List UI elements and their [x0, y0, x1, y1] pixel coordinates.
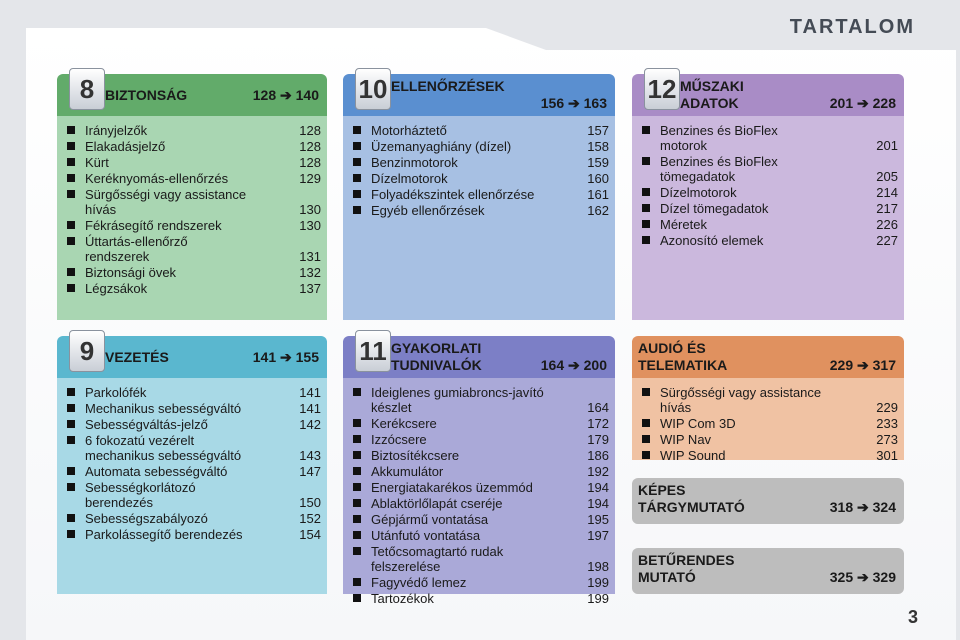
section-body — [343, 378, 615, 606]
section-header[interactable] — [343, 74, 615, 116]
page-number: 3 — [907, 607, 918, 627]
item-list — [632, 116, 904, 248]
page-range: 201 ➔ 228 — [829, 95, 896, 111]
toc-entry-page: 198 — [587, 559, 609, 574]
section-title-line-2: TUDNIVALÓK — [391, 357, 482, 373]
toc-entry-page: 233 — [876, 416, 898, 431]
section-header[interactable] — [632, 478, 904, 524]
toc-entry[interactable] — [642, 153, 898, 169]
chapter-number-badge: 10 — [355, 68, 391, 110]
toc-entry-page: 141 — [299, 385, 321, 400]
toc-entry[interactable] — [642, 138, 898, 153]
toc-entry[interactable] — [67, 495, 321, 510]
toc-entry-page: 192 — [587, 464, 609, 479]
bullet-square-icon — [67, 142, 75, 150]
toc-entry[interactable] — [353, 138, 609, 154]
toc-entry-page: 160 — [587, 171, 609, 186]
bullet-square-icon — [67, 237, 75, 245]
toc-entry-label: Fékrásegítő rendszerek — [85, 218, 222, 233]
toc-entry-page: 205 — [876, 169, 898, 184]
bullet-square-icon — [67, 268, 75, 276]
chapter-number-badge: 8 — [69, 68, 105, 110]
section-biztonsag — [57, 74, 327, 320]
toc-entry[interactable] — [67, 384, 321, 400]
section-title-line-1: AUDIÓ ÉS — [638, 340, 706, 356]
toc-entry-page: 131 — [299, 249, 321, 264]
toc-entry-page: 164 — [587, 400, 609, 415]
toc-entry-label: motorok — [660, 138, 707, 153]
toc-entry[interactable] — [642, 216, 898, 232]
toc-entry[interactable] — [353, 495, 609, 511]
toc-entry-page: 142 — [299, 417, 321, 432]
bullet-square-icon — [353, 174, 361, 182]
bullet-square-icon — [353, 190, 361, 198]
toc-entry-label: Kerékcsere — [371, 416, 437, 431]
section-title-line-1: GYAKORLATI — [391, 340, 482, 356]
toc-entry-page: 161 — [587, 187, 609, 202]
toc-entry[interactable] — [642, 447, 898, 463]
toc-entry[interactable] — [67, 170, 321, 186]
toc-entry[interactable] — [353, 543, 609, 559]
toc-entry[interactable] — [353, 511, 609, 527]
toc-entry-page: 227 — [876, 233, 898, 248]
section-title-line-2: ADATOK — [680, 95, 739, 111]
toc-entry-page: 214 — [876, 185, 898, 200]
chapter-number-badge: 12 — [644, 68, 680, 110]
toc-entry-page: 201 — [876, 138, 898, 153]
toc-entry-label: Biztosítékcsere — [371, 448, 460, 463]
bullet-square-icon — [353, 206, 361, 214]
toc-entry[interactable] — [642, 431, 898, 447]
bullet-square-icon — [642, 236, 650, 244]
toc-entry-page: 301 — [876, 448, 898, 463]
toc-entry-label: Üzemanyaghiány (dízel) — [371, 139, 512, 154]
toc-entry-label: felszerelése — [371, 559, 441, 574]
toc-entry-label: Gépjármű vontatása — [371, 512, 489, 527]
section-header[interactable] — [343, 336, 615, 378]
toc-entry-page: 137 — [299, 281, 321, 296]
section-audio-telematika — [632, 336, 904, 463]
toc-entry-label: Keréknyomás-ellenőrzés — [85, 171, 229, 186]
toc-entry[interactable] — [67, 463, 321, 479]
bullet-square-icon — [642, 419, 650, 427]
toc-entry-label: Sebességváltás-jelző — [85, 417, 208, 432]
section-body — [57, 116, 327, 320]
toc-entry-page: 128 — [299, 139, 321, 154]
toc-entry[interactable] — [353, 463, 609, 479]
item-list — [343, 378, 615, 606]
toc-entry-label: tömegadatok — [660, 169, 736, 184]
section-title-line-2: TÁRGYMUTATÓ — [638, 499, 745, 515]
toc-entry-label: Parkolófék — [85, 385, 147, 400]
toc-entry[interactable] — [67, 186, 321, 202]
toc-entry[interactable] — [353, 202, 609, 218]
section-gyakorlati-tudnivalok — [343, 336, 615, 606]
toc-entry-page: 273 — [876, 432, 898, 447]
toc-entry-label: Sürgősségi vagy assistance — [660, 385, 822, 400]
toc-entry[interactable] — [353, 384, 609, 400]
bullet-square-icon — [353, 515, 361, 523]
toc-entry-label: Dízel tömegadatok — [660, 201, 769, 216]
section-ellenorzesek — [343, 74, 615, 320]
item-list — [343, 116, 615, 218]
toc-entry[interactable] — [642, 232, 898, 248]
bullet-square-icon — [353, 451, 361, 459]
toc-entry[interactable] — [67, 448, 321, 463]
section-header[interactable] — [632, 548, 904, 594]
toc-entry-label: Sebességkorlátozó — [85, 480, 196, 495]
toc-entry-label: WIP Nav — [660, 432, 712, 447]
toc-entry-label: hívás — [660, 400, 692, 415]
toc-entry-label: rendszerek — [85, 249, 150, 264]
toc-entry-label: mechanikus sebességváltó — [85, 448, 242, 463]
toc-entry[interactable] — [67, 280, 321, 296]
toc-entry[interactable] — [67, 510, 321, 526]
toc-entry-label: készlet — [371, 400, 412, 415]
toc-entry-page: 172 — [587, 416, 609, 431]
toc-entry-label: berendezés — [85, 495, 153, 510]
section-body — [632, 116, 904, 320]
toc-entry[interactable] — [353, 574, 609, 590]
toc-entry-page: 186 — [587, 448, 609, 463]
toc-entry-page: 128 — [299, 155, 321, 170]
toc-entry-label: Úttartás-ellenőrző — [85, 234, 188, 249]
toc-entry-label: Folyadékszintek ellenőrzése — [371, 187, 535, 202]
bullet-square-icon — [67, 388, 75, 396]
toc-entry-label: Irányjelzők — [85, 123, 148, 138]
page-range: 156 ➔ 163 — [540, 95, 607, 111]
toc-entry-page: 197 — [587, 528, 609, 543]
toc-entry-label: Akkumulátor — [371, 464, 444, 479]
bullet-square-icon — [353, 499, 361, 507]
toc-entry[interactable] — [353, 186, 609, 202]
section-title-line-1: KÉPES — [638, 482, 686, 498]
bullet-square-icon — [353, 594, 361, 602]
section-header[interactable] — [57, 74, 327, 116]
toc-entry[interactable] — [67, 432, 321, 448]
bullet-square-icon — [353, 531, 361, 539]
toc-entry-page: 141 — [299, 401, 321, 416]
toc-entry[interactable] — [642, 415, 898, 431]
bullet-square-icon — [67, 190, 75, 198]
toc-entry-page: 195 — [587, 512, 609, 527]
bullet-square-icon — [67, 514, 75, 522]
toc-entry[interactable] — [67, 154, 321, 170]
toc-entry-page: 147 — [299, 464, 321, 479]
toc-entry[interactable] — [353, 400, 609, 415]
toc-entry-label: Dízelmotorok — [371, 171, 448, 186]
toc-entry-label: Benzines és BioFlex — [660, 123, 778, 138]
toc-entry[interactable] — [67, 416, 321, 432]
toc-entry[interactable] — [67, 138, 321, 154]
bullet-square-icon — [67, 126, 75, 134]
toc-entry-label: Tartozékok — [371, 591, 434, 606]
toc-entry-page: 150 — [299, 495, 321, 510]
toc-entry-label: 6 fokozatú vezérelt — [85, 433, 195, 448]
bullet-square-icon — [67, 158, 75, 166]
bullet-square-icon — [642, 204, 650, 212]
toc-entry[interactable] — [67, 217, 321, 233]
toc-entry-label: Sürgősségi vagy assistance — [85, 187, 247, 202]
toc-entry-label: Egyéb ellenőrzések — [371, 203, 485, 218]
section-header[interactable] — [632, 336, 904, 378]
toc-entry-page: 129 — [299, 171, 321, 186]
section-header[interactable] — [57, 336, 327, 378]
toc-entry[interactable] — [642, 400, 898, 415]
toc-entry-label: Izzócsere — [371, 432, 427, 447]
section-title: ELLENŐRZÉSEK — [391, 78, 505, 94]
bullet-square-icon — [353, 435, 361, 443]
toc-entry-label: Fagyvédő lemez — [371, 575, 467, 590]
bullet-square-icon — [353, 142, 361, 150]
toc-entry-page: 226 — [876, 217, 898, 232]
page-title: TARTALOM — [789, 16, 915, 38]
bullet-square-icon — [353, 419, 361, 427]
chapter-number-badge: 9 — [69, 330, 105, 372]
toc-entry[interactable] — [353, 479, 609, 495]
toc-entry-page: 130 — [299, 202, 321, 217]
toc-entry[interactable] — [67, 264, 321, 280]
bullet-square-icon — [353, 547, 361, 555]
section-title-line-1: MŰSZAKI — [680, 78, 744, 94]
bullet-square-icon — [67, 174, 75, 182]
section-title-line-2: TELEMATIKA — [638, 357, 728, 373]
toc-entry-page: 128 — [299, 123, 321, 138]
toc-entry[interactable] — [353, 590, 609, 606]
bullet-square-icon — [642, 451, 650, 459]
bullet-square-icon — [67, 420, 75, 428]
toc-entry-page: 143 — [299, 448, 321, 463]
bullet-square-icon — [642, 188, 650, 196]
bullet-square-icon — [67, 467, 75, 475]
bullet-square-icon — [642, 220, 650, 228]
section-vezetes — [57, 336, 327, 594]
bullet-square-icon — [67, 284, 75, 292]
bullet-square-icon — [353, 126, 361, 134]
toc-entry-page: 194 — [587, 496, 609, 511]
toc-entry-label: Elakadásjelző — [85, 139, 166, 154]
item-list — [632, 378, 904, 463]
toc-entry-page: 130 — [299, 218, 321, 233]
toc-entry[interactable] — [67, 400, 321, 416]
bullet-square-icon — [353, 158, 361, 166]
section-body — [632, 378, 904, 463]
bullet-square-icon — [67, 483, 75, 491]
section-body — [343, 116, 615, 320]
toc-entry-label: Motorháztető — [371, 123, 447, 138]
toc-entry-label: Automata sebességváltó — [85, 464, 228, 479]
toc-entry-page: 179 — [587, 432, 609, 447]
toc-entry-label: Méretek — [660, 217, 707, 232]
toc-entry-label: Biztonsági övek — [85, 265, 177, 280]
toc-entry-page: 157 — [587, 123, 609, 138]
toc-entry-page: 229 — [876, 400, 898, 415]
toc-entry[interactable] — [67, 122, 321, 138]
toc-entry-label: Benzines és BioFlex — [660, 154, 778, 169]
bullet-square-icon — [642, 388, 650, 396]
toc-entry-label: Energiatakarékos üzemmód — [371, 480, 533, 495]
toc-entry-page: 159 — [587, 155, 609, 170]
toc-entry[interactable] — [642, 169, 898, 184]
toc-entry-label: Parkolássegítő berendezés — [85, 527, 243, 542]
toc-entry[interactable] — [353, 170, 609, 186]
bullet-square-icon — [642, 157, 650, 165]
toc-entry-label: WIP Com 3D — [660, 416, 736, 431]
item-list — [57, 116, 327, 296]
toc-entry-page: 154 — [299, 527, 321, 542]
toc-entry-label: Ablaktörlőlapát cseréje — [371, 496, 503, 511]
toc-entry[interactable] — [353, 431, 609, 447]
bullet-square-icon — [353, 388, 361, 396]
section-title-line-1: BETŰRENDES — [638, 552, 735, 568]
toc-entry-label: Dízelmotorok — [660, 185, 737, 200]
bullet-square-icon — [67, 221, 75, 229]
page-range: 229 ➔ 317 — [829, 357, 896, 373]
toc-entry-page: 194 — [587, 480, 609, 495]
toc-entry[interactable] — [67, 202, 321, 217]
item-list — [57, 378, 327, 542]
section-beturendes-mutato — [632, 548, 904, 594]
toc-entry-page: 152 — [299, 511, 321, 526]
section-title: VEZETÉS — [105, 349, 169, 365]
page-range: 325 ➔ 329 — [829, 569, 896, 585]
toc-entry-label: Légzsákok — [85, 281, 148, 296]
toc-entry[interactable] — [67, 479, 321, 495]
page-range: 164 ➔ 200 — [540, 357, 607, 373]
toc-entry[interactable] — [642, 200, 898, 216]
toc-entry[interactable] — [642, 184, 898, 200]
bullet-square-icon — [353, 467, 361, 475]
toc-entry-page: 162 — [587, 203, 609, 218]
toc-entry-page: 158 — [587, 139, 609, 154]
toc-entry-page: 132 — [299, 265, 321, 280]
bullet-square-icon — [642, 435, 650, 443]
chapter-number-badge: 11 — [355, 330, 391, 372]
toc-entry-label: Kürt — [85, 155, 109, 170]
section-title: BIZTONSÁG — [105, 87, 188, 103]
bullet-square-icon — [67, 530, 75, 538]
bullet-square-icon — [353, 483, 361, 491]
toc-entry-label: Tetőcsomagtartó rudak — [371, 544, 504, 559]
section-title-line-2: MUTATÓ — [638, 569, 696, 585]
toc-entry[interactable] — [353, 527, 609, 543]
section-header[interactable] — [632, 74, 904, 116]
toc-entry[interactable] — [353, 447, 609, 463]
toc-entry[interactable] — [353, 154, 609, 170]
page-range: 141 ➔ 155 — [252, 349, 319, 365]
toc-entry[interactable] — [67, 233, 321, 249]
toc-entry[interactable] — [67, 249, 321, 264]
bullet-square-icon — [67, 436, 75, 444]
bullet-square-icon — [353, 578, 361, 586]
toc-entry-label: Mechanikus sebességváltó — [85, 401, 242, 416]
bullet-square-icon — [642, 126, 650, 134]
page-range: 318 ➔ 324 — [829, 499, 896, 515]
toc-entry-page: 199 — [587, 575, 609, 590]
toc-entry[interactable] — [67, 526, 321, 542]
section-kepes-targymutato — [632, 478, 904, 524]
toc-entry-label: Sebességszabályozó — [85, 511, 208, 526]
toc-entry-page: 217 — [876, 201, 898, 216]
toc-entry-label: Azonosító elemek — [660, 233, 764, 248]
toc-entry-label: WIP Sound — [660, 448, 726, 463]
toc-entry-label: hívás — [85, 202, 117, 217]
section-muszaki-adatok — [632, 74, 904, 320]
toc-entry[interactable] — [353, 559, 609, 574]
toc-entry-label: Utánfutó vontatása — [371, 528, 481, 543]
toc-entry-page: 199 — [587, 591, 609, 606]
toc-entry-label: Benzinmotorok — [371, 155, 458, 170]
section-body — [57, 378, 327, 594]
toc-entry[interactable] — [353, 122, 609, 138]
toc-entry[interactable] — [642, 122, 898, 138]
bullet-square-icon — [67, 404, 75, 412]
page-range: 128 ➔ 140 — [252, 87, 319, 103]
toc-entry[interactable] — [353, 415, 609, 431]
toc-entry-label: Ideiglenes gumiabroncs-javító — [371, 385, 544, 400]
toc-entry[interactable] — [642, 384, 898, 400]
